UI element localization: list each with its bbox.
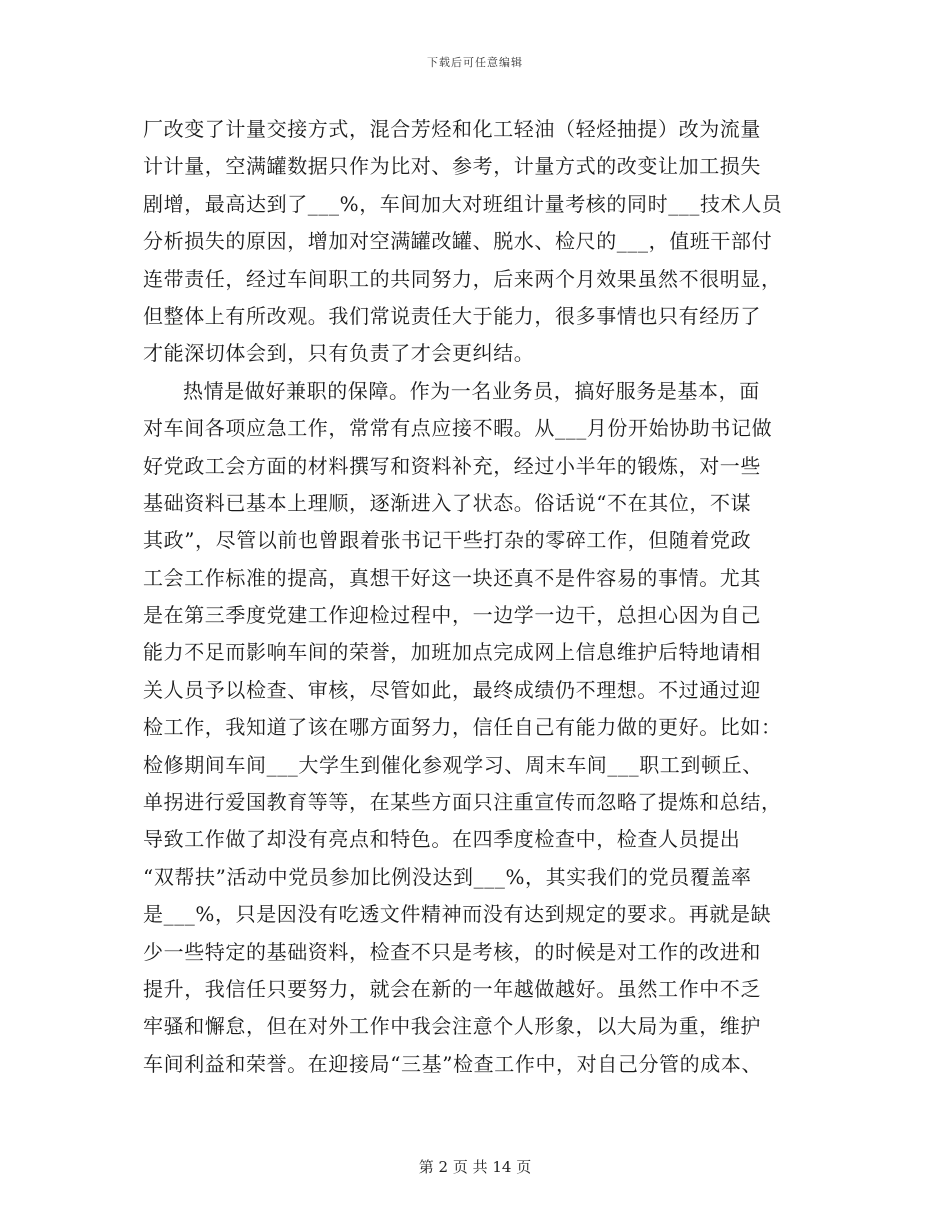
text-line: 好党政工会方面的材料撰写和资料补充，经过小半年的锻炼，对一些 <box>143 453 761 478</box>
text-line: 分析损失的原因，增加对空满罐改罐、脱水、检尺的___，值班干部付 <box>143 229 773 254</box>
text-line: 连带责任，经过车间职工的共同努力，后来两个月效果虽然不很明显， <box>143 266 782 291</box>
text-line: 是在第三季度党建工作迎检过程中，一边学一边干，总担心因为自己 <box>143 603 761 628</box>
text-line: 才能深切体会到，只有负责了才会更纠结。 <box>143 341 535 366</box>
text-line: 导致工作做了却没有亮点和特色。在四季度检查中，检查人员提出 <box>143 827 741 852</box>
text-line: 工会工作标准的提高，真想干好这一块还真不是件容易的事情。尤其 <box>143 565 761 590</box>
text-line: 对车间各项应急工作，常常有点应接不暇。从___月份开始协助书记做 <box>143 416 773 441</box>
text-line: “双帮扶”活动中党员参加比例没达到___%，其实我们的党员覆盖率 <box>143 864 752 889</box>
text-line: 厂改变了计量交接方式，混合芳烃和化工轻油（轻烃抽提）改为流量 <box>143 117 761 141</box>
text-line: 检工作，我知道了该在哪方面努力，信任自己有能力做的更好。比如： <box>143 715 782 740</box>
text-line: 基础资料已基本上理顺，逐渐进入了状态。俗话说“不在其位，不谋 <box>143 490 752 515</box>
text-line: 关人员予以检查、审核，尽管如此，最终成绩仍不理想。不过通过迎 <box>143 677 761 702</box>
text-line: 少一些特定的基础资料，检查不只是考核，的时候是对工作的改进和 <box>143 939 761 964</box>
text-line: 其政”，尽管以前也曾跟着张书记干些打杂的零碎工作，但随着党政 <box>143 528 752 553</box>
text-line: 但整体上有所改观。我们常说责任大于能力，很多事情也只有经历了 <box>143 303 761 328</box>
text-line: 能力不足而影响车间的荣誉，加班加点完成网上信息维护后特地请相 <box>143 640 761 665</box>
text-line: 单拐进行爱国教育等等，在某些方面只注重宣传而忽略了提炼和总结， <box>143 790 782 815</box>
paragraph-start-line: 热情是做好兼职的保障。作为一名业务员，搞好服务是基本，面 <box>183 378 760 403</box>
page-header: 下载后可任意编辑 <box>427 56 523 69</box>
text-line: 检修期间车间___大学生到催化参观学习、周末车间___职工到顿丘、 <box>143 752 763 777</box>
document-body <box>143 111 808 1083</box>
text-line: 计计量，空满罐数据只作为比对、参考，计量方式的改变让加工损失 <box>143 154 761 179</box>
text-line: 是___%，只是因没有吃透文件精神而没有达到规定的要求。再就是缺 <box>143 902 772 927</box>
text-line: 剧增，最高达到了___%，车间加大对班组计量考核的同时___技术人员 <box>143 191 783 216</box>
text-line: 车间利益和荣誉。在迎接局“三基”检查工作中，对自己分管的成本、 <box>143 1051 763 1076</box>
text-line: 牢骚和懈怠，但在对外工作中我会注意个人形象，以大局为重，维护 <box>143 1014 761 1039</box>
page-number-footer: 第 2 页 共 14 页 <box>418 1158 532 1176</box>
text-line: 提升，我信任只要努力，就会在新的一年越做越好。虽然工作中不乏 <box>143 976 761 1001</box>
